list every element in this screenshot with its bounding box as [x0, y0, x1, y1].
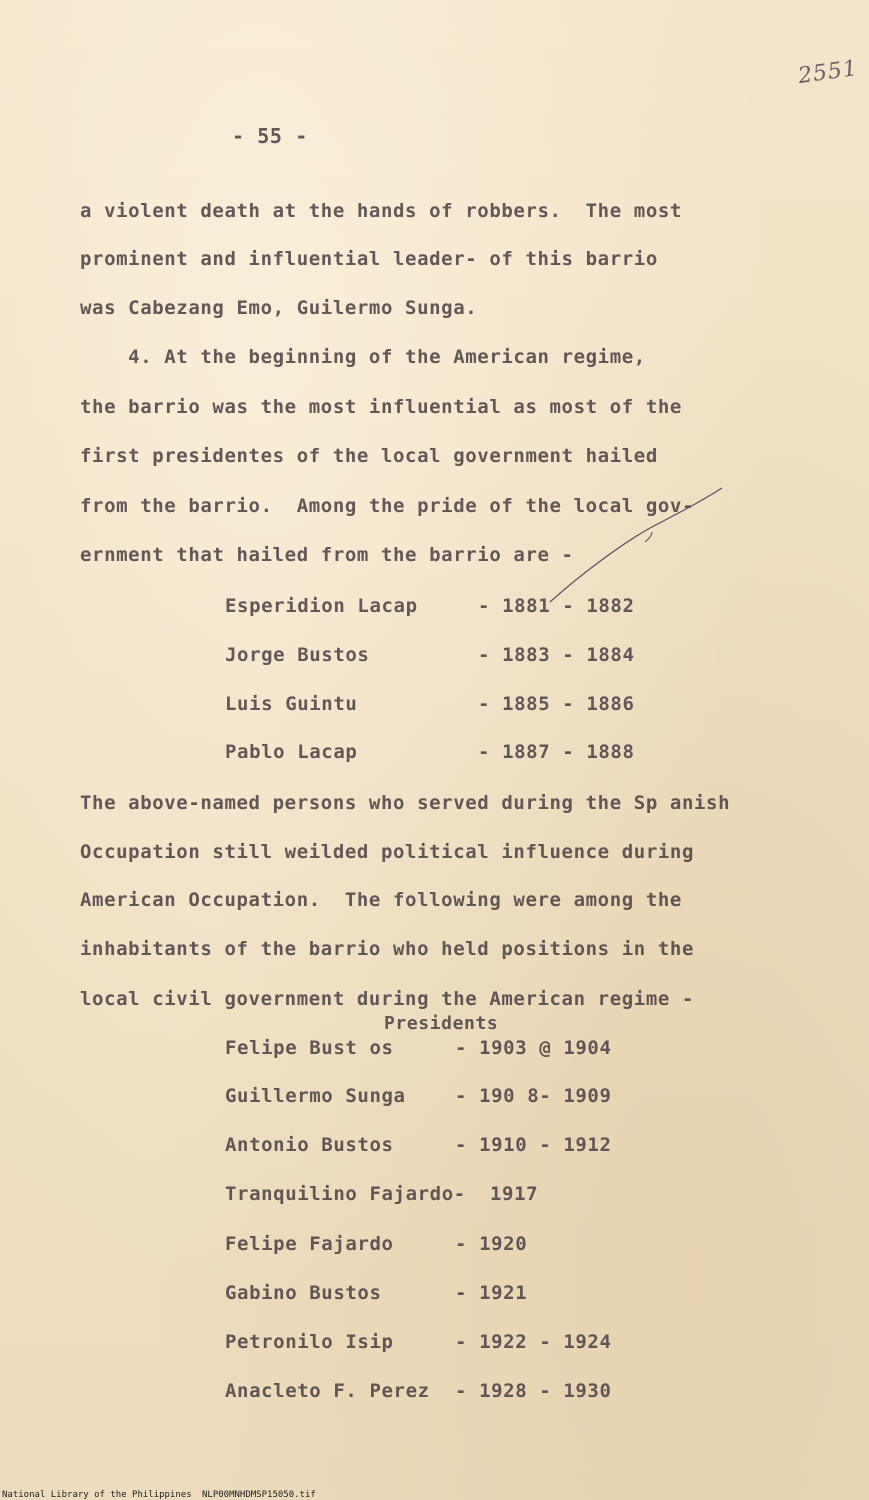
footer-filename: NLP00MNHDMSP15050.tif	[202, 1490, 316, 1500]
president-name: Antonio Bustos	[225, 1134, 394, 1156]
president-years: - 1903 @ 1904	[455, 1037, 612, 1059]
president-years: - 1920	[455, 1233, 528, 1255]
spanish-official-name: Esperidion Lacap	[225, 595, 418, 617]
paragraph-3-line: The above-named persons who served during the Sp anish	[80, 792, 731, 814]
handwritten-page-annotation: 2551	[796, 55, 860, 90]
spanish-official-years: - 1887 - 1888	[478, 741, 635, 763]
spanish-official-years: - 1885 - 1886	[478, 693, 635, 715]
president-years: - 1921	[455, 1282, 528, 1304]
paragraph-1-line: a violent death at the hands of robbers. The most	[80, 200, 682, 222]
page-number: - 55 -	[232, 124, 308, 148]
paragraph-2-line: first presidentes of the local government hailed	[80, 445, 658, 467]
spanish-official-years: - 1883 - 1884	[478, 644, 635, 666]
president-years: - 190 8- 1909	[455, 1085, 612, 1107]
footer-source: National Library of the Philippines	[2, 1490, 192, 1500]
paragraph-2-line: 4. At the beginning of the American regime,	[80, 346, 646, 368]
president-name: Felipe Fajardo	[225, 1233, 394, 1255]
president-years: - 1922 - 1924	[455, 1331, 612, 1353]
paragraph-3-line: American Occupation. The following were among the	[80, 889, 682, 911]
presidents-heading: Presidents	[384, 1013, 499, 1034]
spanish-official-name: Jorge Bustos	[225, 644, 370, 666]
paragraph-2-line: from the barrio. Among the pride of the local gov-	[80, 495, 694, 517]
president-name: Felipe Bust os	[225, 1037, 394, 1059]
president-name: Tranquilino Fajardo-	[225, 1183, 466, 1205]
president-name: Guillermo Sunga	[225, 1085, 406, 1107]
president-name: Anacleto F. Perez	[225, 1380, 430, 1402]
spanish-official-name: Luis Guintu	[225, 693, 358, 715]
paragraph-1-line: was Cabezang Emo, Guilermo Sunga.	[80, 297, 478, 319]
president-years: 1917	[490, 1183, 539, 1205]
president-name: Gabino Bustos	[225, 1282, 382, 1304]
president-years: - 1910 - 1912	[455, 1134, 612, 1156]
paragraph-3-line: Occupation still weilded political influence during	[80, 841, 694, 863]
president-name: Petronilo Isip	[225, 1331, 394, 1353]
president-years: - 1928 - 1930	[455, 1380, 612, 1402]
spanish-official-name: Pablo Lacap	[225, 741, 358, 763]
paragraph-2-line: the barrio was the most influential as most of the	[80, 396, 682, 418]
spanish-official-years: - 1881 - 1882	[478, 595, 635, 617]
paragraph-3-line: inhabitants of the barrio who held positions in the	[80, 938, 694, 960]
paragraph-2-line: ernment that hailed from the barrio are -	[80, 544, 574, 566]
paragraph-3-line: local civil government during the American regime -	[80, 988, 694, 1010]
paragraph-1-line: prominent and influential leader- of this barrio	[80, 248, 658, 270]
